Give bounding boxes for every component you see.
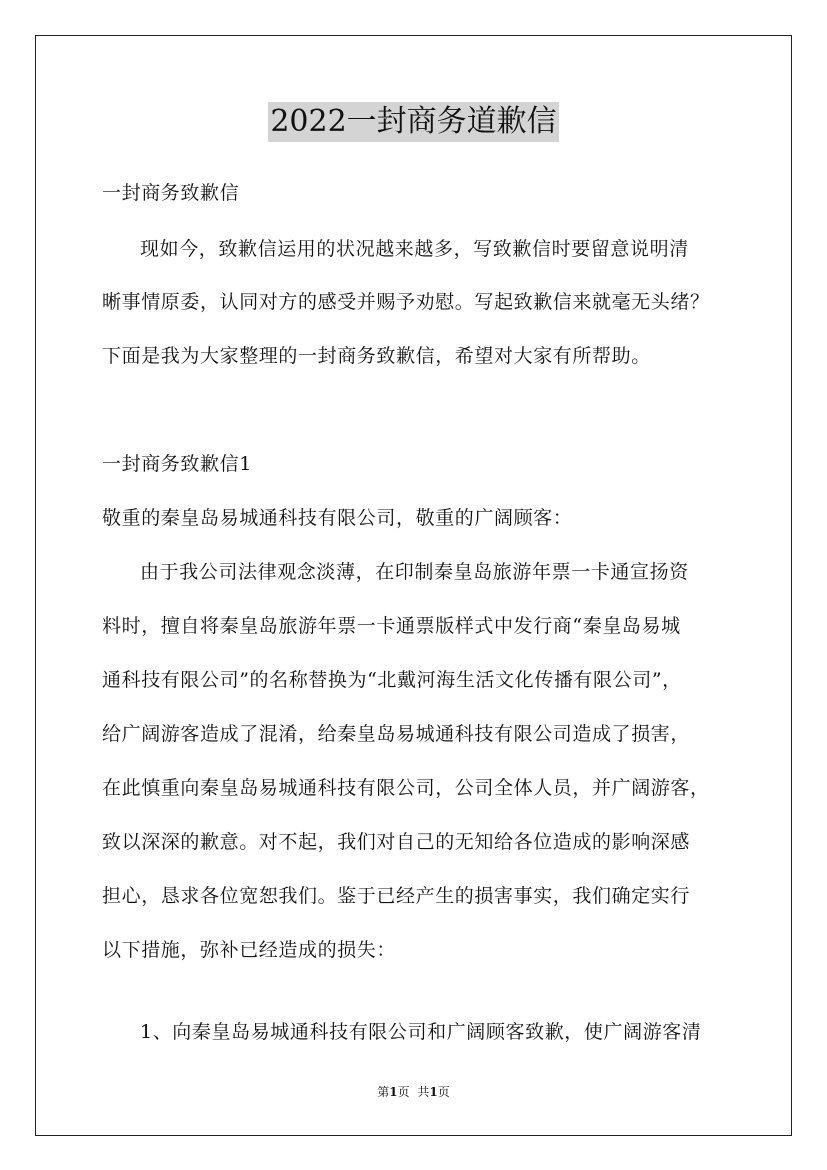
measure-line-1: 1、向秦皇岛易城通科技有限公司和广阔顾客致歉，使广阔游客清: [140, 1021, 702, 1043]
body-line-8: 以下措施，弥补已经造成的损失：: [102, 939, 397, 961]
body-line-7: 担心，恳求各位宽恕我们。鉴于已经产生的损害事实，我们确定实行: [102, 885, 691, 907]
document-title: 2022一封商务道歉信: [268, 102, 558, 142]
footer-page-prefix: 第: [377, 1085, 390, 1099]
document-subtitle: 一封商务致歉信: [102, 182, 240, 204]
title-container: [0, 102, 827, 142]
footer-page-number: 1: [389, 1085, 398, 1099]
body-line-2: 料时，擅自将秦皇岛旅游年票一卡通票版样式中发行商“秦皇岛易城: [102, 615, 681, 637]
body-line-5: 在此慎重向秦皇岛易城通科技有限公司，公司全体人员，并广阔游客，: [102, 777, 710, 799]
intro-line-1: 现如今，致歉信运用的状况越来越多，写致歉信时要留意说明清: [140, 238, 689, 260]
body-line-4: 给广阔游客造成了混淆，给秦皇岛易城通科技有限公司造成了损害，: [102, 723, 691, 745]
body-line-6: 致以深深的歉意。对不起，我们对自己的无知给各位造成的影响深感: [102, 831, 691, 853]
intro-line-2: 晰事情原委，认同对方的感受并赐予劝慰。写起致歉信来就毫无头绪？: [102, 291, 710, 313]
intro-line-3: 下面是我为大家整理的一封商务致歉信，希望对大家有所帮助。: [102, 345, 651, 367]
section-title: 一封商务致歉信1: [102, 453, 252, 475]
footer-page-suffix: 页: [397, 1085, 410, 1099]
footer-total-prefix: 共: [417, 1085, 430, 1099]
body-line-3: 通科技有限公司”的名称替换为“北戴河海生活文化传播有限公司”，: [102, 669, 682, 691]
footer-total-number: 1: [429, 1085, 438, 1099]
body-line-1: 由于我公司法律观念淡薄，在印制秦皇岛旅游年票一卡通宣扬资: [140, 561, 689, 583]
page-footer: [0, 1084, 827, 1100]
footer-total-suffix: 页: [437, 1085, 450, 1099]
salutation: 敬重的秦皇岛易城通科技有限公司，敬重的广阔顾客：: [102, 507, 573, 529]
